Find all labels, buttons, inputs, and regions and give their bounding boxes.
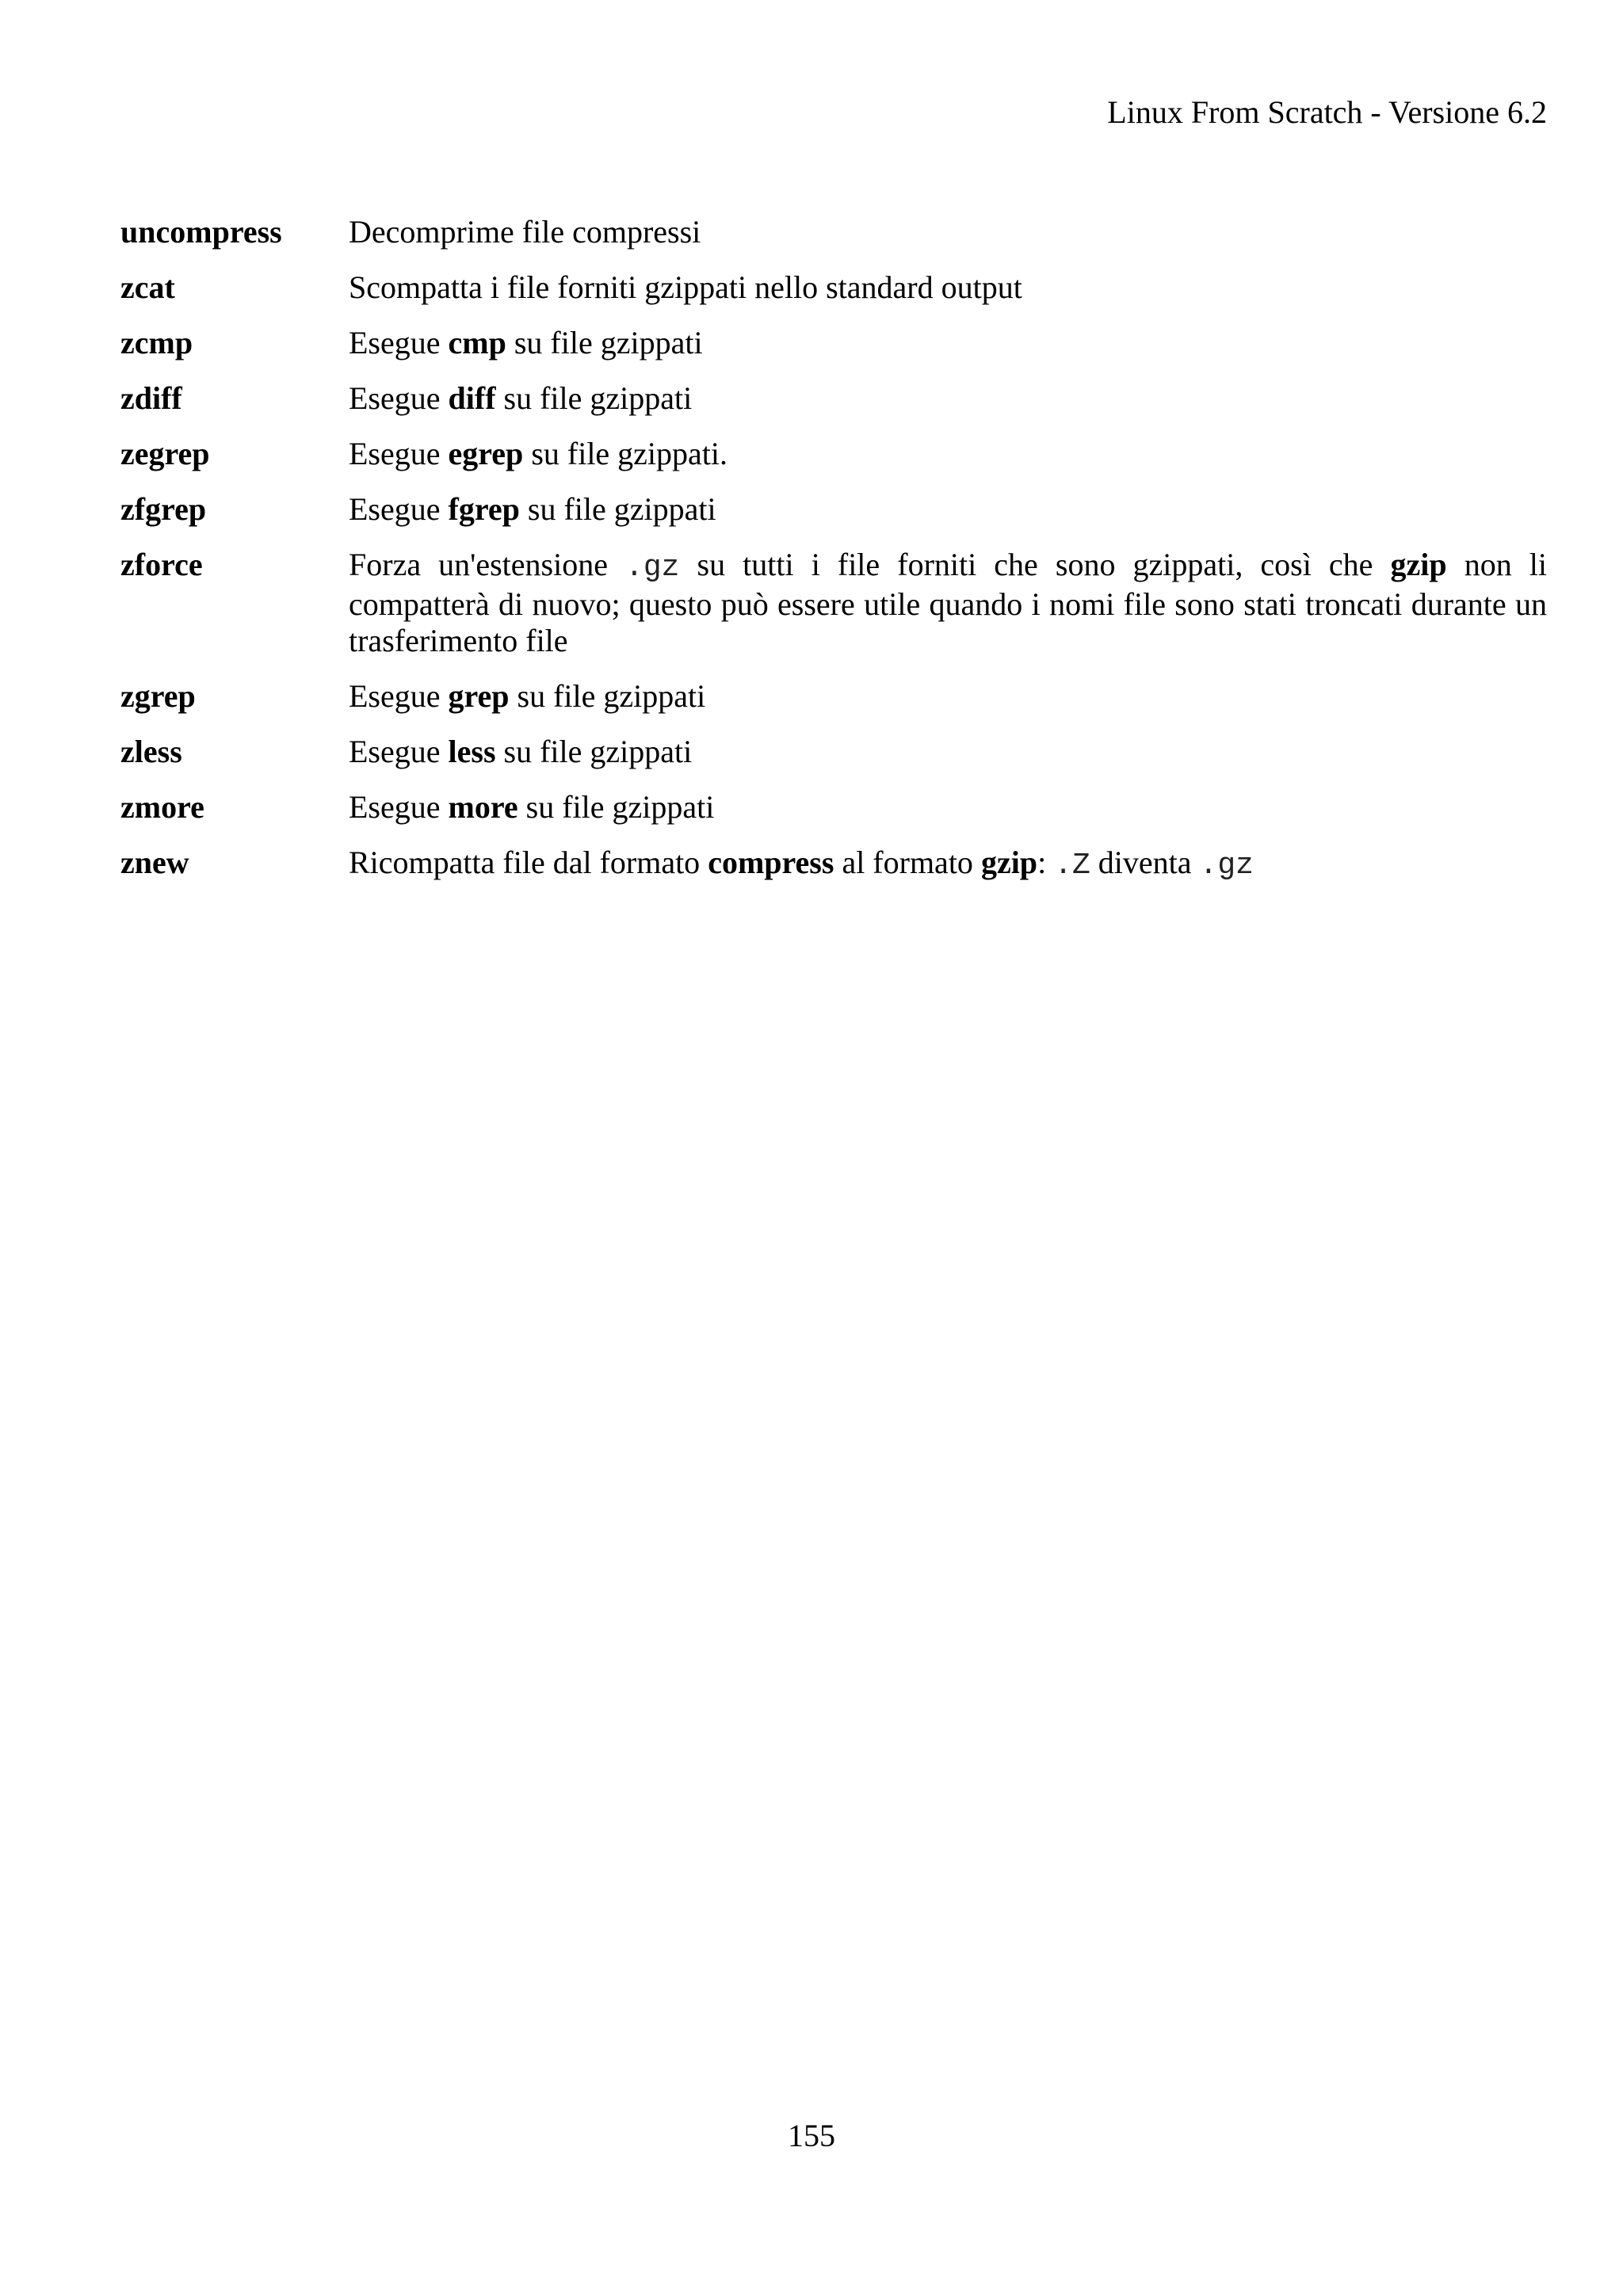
description-text: Esegue (349, 678, 449, 714)
command-reference: compress (708, 845, 834, 880)
command-reference: diff (448, 380, 496, 416)
description-text: su file gzippati (495, 734, 693, 769)
definition-entry (120, 380, 1547, 417)
command-reference: egrep (448, 436, 524, 471)
command-description (349, 547, 1547, 659)
description-text: su file gzippati (519, 491, 716, 527)
description-text: su file gzippati (506, 325, 703, 360)
description-text: Esegue (349, 325, 449, 360)
running-header: Linux From Scratch - Versione 6.2 (1107, 94, 1547, 130)
description-text: : (1037, 845, 1055, 880)
command-description (349, 678, 1547, 715)
definition-entry (120, 325, 1547, 361)
description-text: Ricompatta file dal formato (349, 845, 708, 880)
definition-entry (120, 214, 1547, 250)
command-reference: less (448, 734, 496, 769)
description-text: non li compatterà di nuovo; questo può essere utile quando i nomi file sono stati troncati durante un trasferimento file (349, 547, 1548, 658)
command-description (349, 380, 1547, 417)
command-term: zdiff (120, 380, 182, 416)
command-term: zmore (120, 789, 204, 825)
definition-entry (120, 269, 1547, 306)
definition-entry (120, 436, 1547, 472)
command-description (349, 325, 1547, 361)
command-reference: cmp (448, 325, 506, 360)
description-text: Esegue (349, 789, 449, 825)
command-term: znew (120, 845, 189, 880)
command-term: zegrep (120, 436, 210, 471)
file-extension: .gz (625, 551, 680, 585)
definition-entry (120, 547, 1547, 659)
command-term: zforce (120, 547, 203, 582)
command-term: zgrep (120, 678, 196, 714)
command-description (349, 436, 1547, 472)
description-text: Decomprime file compressi (349, 214, 701, 250)
file-extension: .gz (1199, 849, 1254, 883)
description-text: su file gzippati (517, 789, 715, 825)
page-number: 155 (788, 2118, 835, 2153)
description-text: Scompatta i file forniti gzippati nello standard output (349, 269, 1022, 305)
command-description (349, 734, 1547, 770)
definition-entry (120, 491, 1547, 528)
command-reference: gzip (1390, 547, 1447, 582)
file-extension: .Z (1054, 849, 1090, 883)
command-reference: more (448, 789, 518, 825)
description-text: Esegue (349, 734, 449, 769)
command-reference: fgrep (448, 491, 520, 527)
command-term: zcat (120, 269, 175, 305)
definition-entry (120, 734, 1547, 770)
description-text: Esegue (349, 436, 449, 471)
command-reference: gzip (980, 845, 1038, 880)
definition-list (120, 214, 1547, 903)
description-text: al formato (834, 845, 981, 880)
command-description (349, 214, 1547, 250)
definition-entry (120, 678, 1547, 715)
description-text: Forza un'estensione (349, 547, 626, 582)
command-description (349, 789, 1547, 826)
command-description (349, 491, 1547, 528)
description-text: su file gzippati. (523, 436, 728, 471)
description-text: Esegue (349, 491, 449, 527)
command-term: uncompress (120, 214, 282, 250)
command-description (349, 269, 1547, 306)
description-text: su tutti i file forniti che sono gzippati, così che (679, 547, 1391, 582)
definition-entry (120, 845, 1547, 884)
command-description (349, 845, 1547, 884)
description-text: diventa (1090, 845, 1200, 880)
command-term: zfgrep (120, 491, 207, 527)
description-text: Esegue (349, 380, 449, 416)
command-term: zless (120, 734, 182, 769)
description-text: su file gzippati (509, 678, 706, 714)
definition-entry (120, 789, 1547, 826)
description-text: su file gzippati (495, 380, 693, 416)
command-reference: grep (448, 678, 510, 714)
command-term: zcmp (120, 325, 193, 360)
